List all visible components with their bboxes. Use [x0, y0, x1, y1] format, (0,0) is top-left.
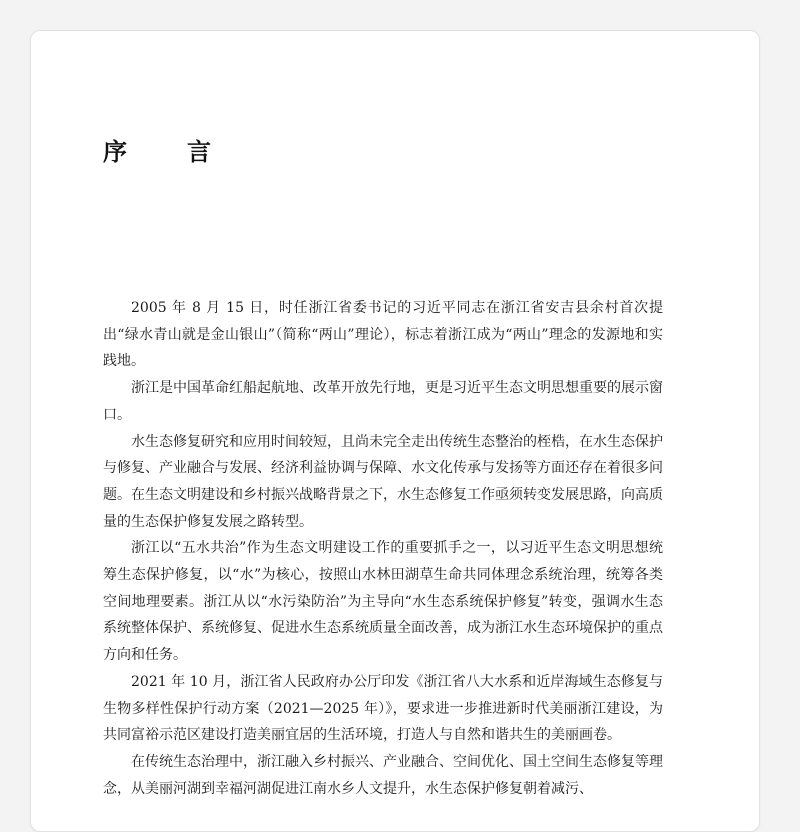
paragraph: 浙江是中国革命红船起航地、改革开放先行地，更是习近平生态文明思想重要的展示窗口。	[103, 380, 663, 423]
paragraph: 在传统生态治理中，浙江融入乡村振兴、产业融合、空间优化、国土空间生态修复等理念，从美丽河湖到幸福河湖促进江南水乡人文提升，水生态保护修复朝着减污、	[103, 753, 663, 797]
document-page	[30, 30, 760, 832]
paragraph: 水生态修复研究和应用时间较短，且尚未完全走出传统生态整治的桎梏，在水生态保护与修复、产业融合与发展、经济利益协调与保障、水文化传承与发扬等方面还存在着很多问题。在生态文明建设和乡村振兴战略背景之下，水生态修复工作亟须转变发展思路，向高质量的生态保护修复发展之路转型。	[103, 433, 663, 530]
paragraph: 浙江以“五水共治”作为生态文明建设工作的重要抓手之一，以习近平生态文明思想统筹生态保护修复，以“水”为核心，按照山水林田湖草生命共同体理念系统治理，统筹各类空间地理要素。浙江从以“水污染防治”为主导向“水生态系统保护修复”转变，强调水生态系统整体保护、系统修复、促进水生态系统质量全面改善，成为浙江水生态环境保护的重点方向和任务。	[103, 540, 663, 664]
paragraph: 2005 年 8 月 15 日，时任浙江省委书记的习近平同志在浙江省安吉县余村首次提出“绿水青山就是金山银山”（简称“两山”理论），标志着浙江成为“两山”理念的发源地和实践地。	[103, 300, 663, 370]
page-title: 序 言	[103, 137, 229, 166]
paragraph: 2021 年 10 月，浙江省人民政府办公厅印发《浙江省八大水系和近岸海域生态修复与生物多样性保护行动方案（2021—2025 年）》，要求进一步推进新时代美丽浙江建设，为共同富裕示范区建设打造美丽宜居的生活环境，打造人与自然和谐共生的美丽画卷。	[103, 673, 663, 744]
document-body	[103, 295, 663, 802]
